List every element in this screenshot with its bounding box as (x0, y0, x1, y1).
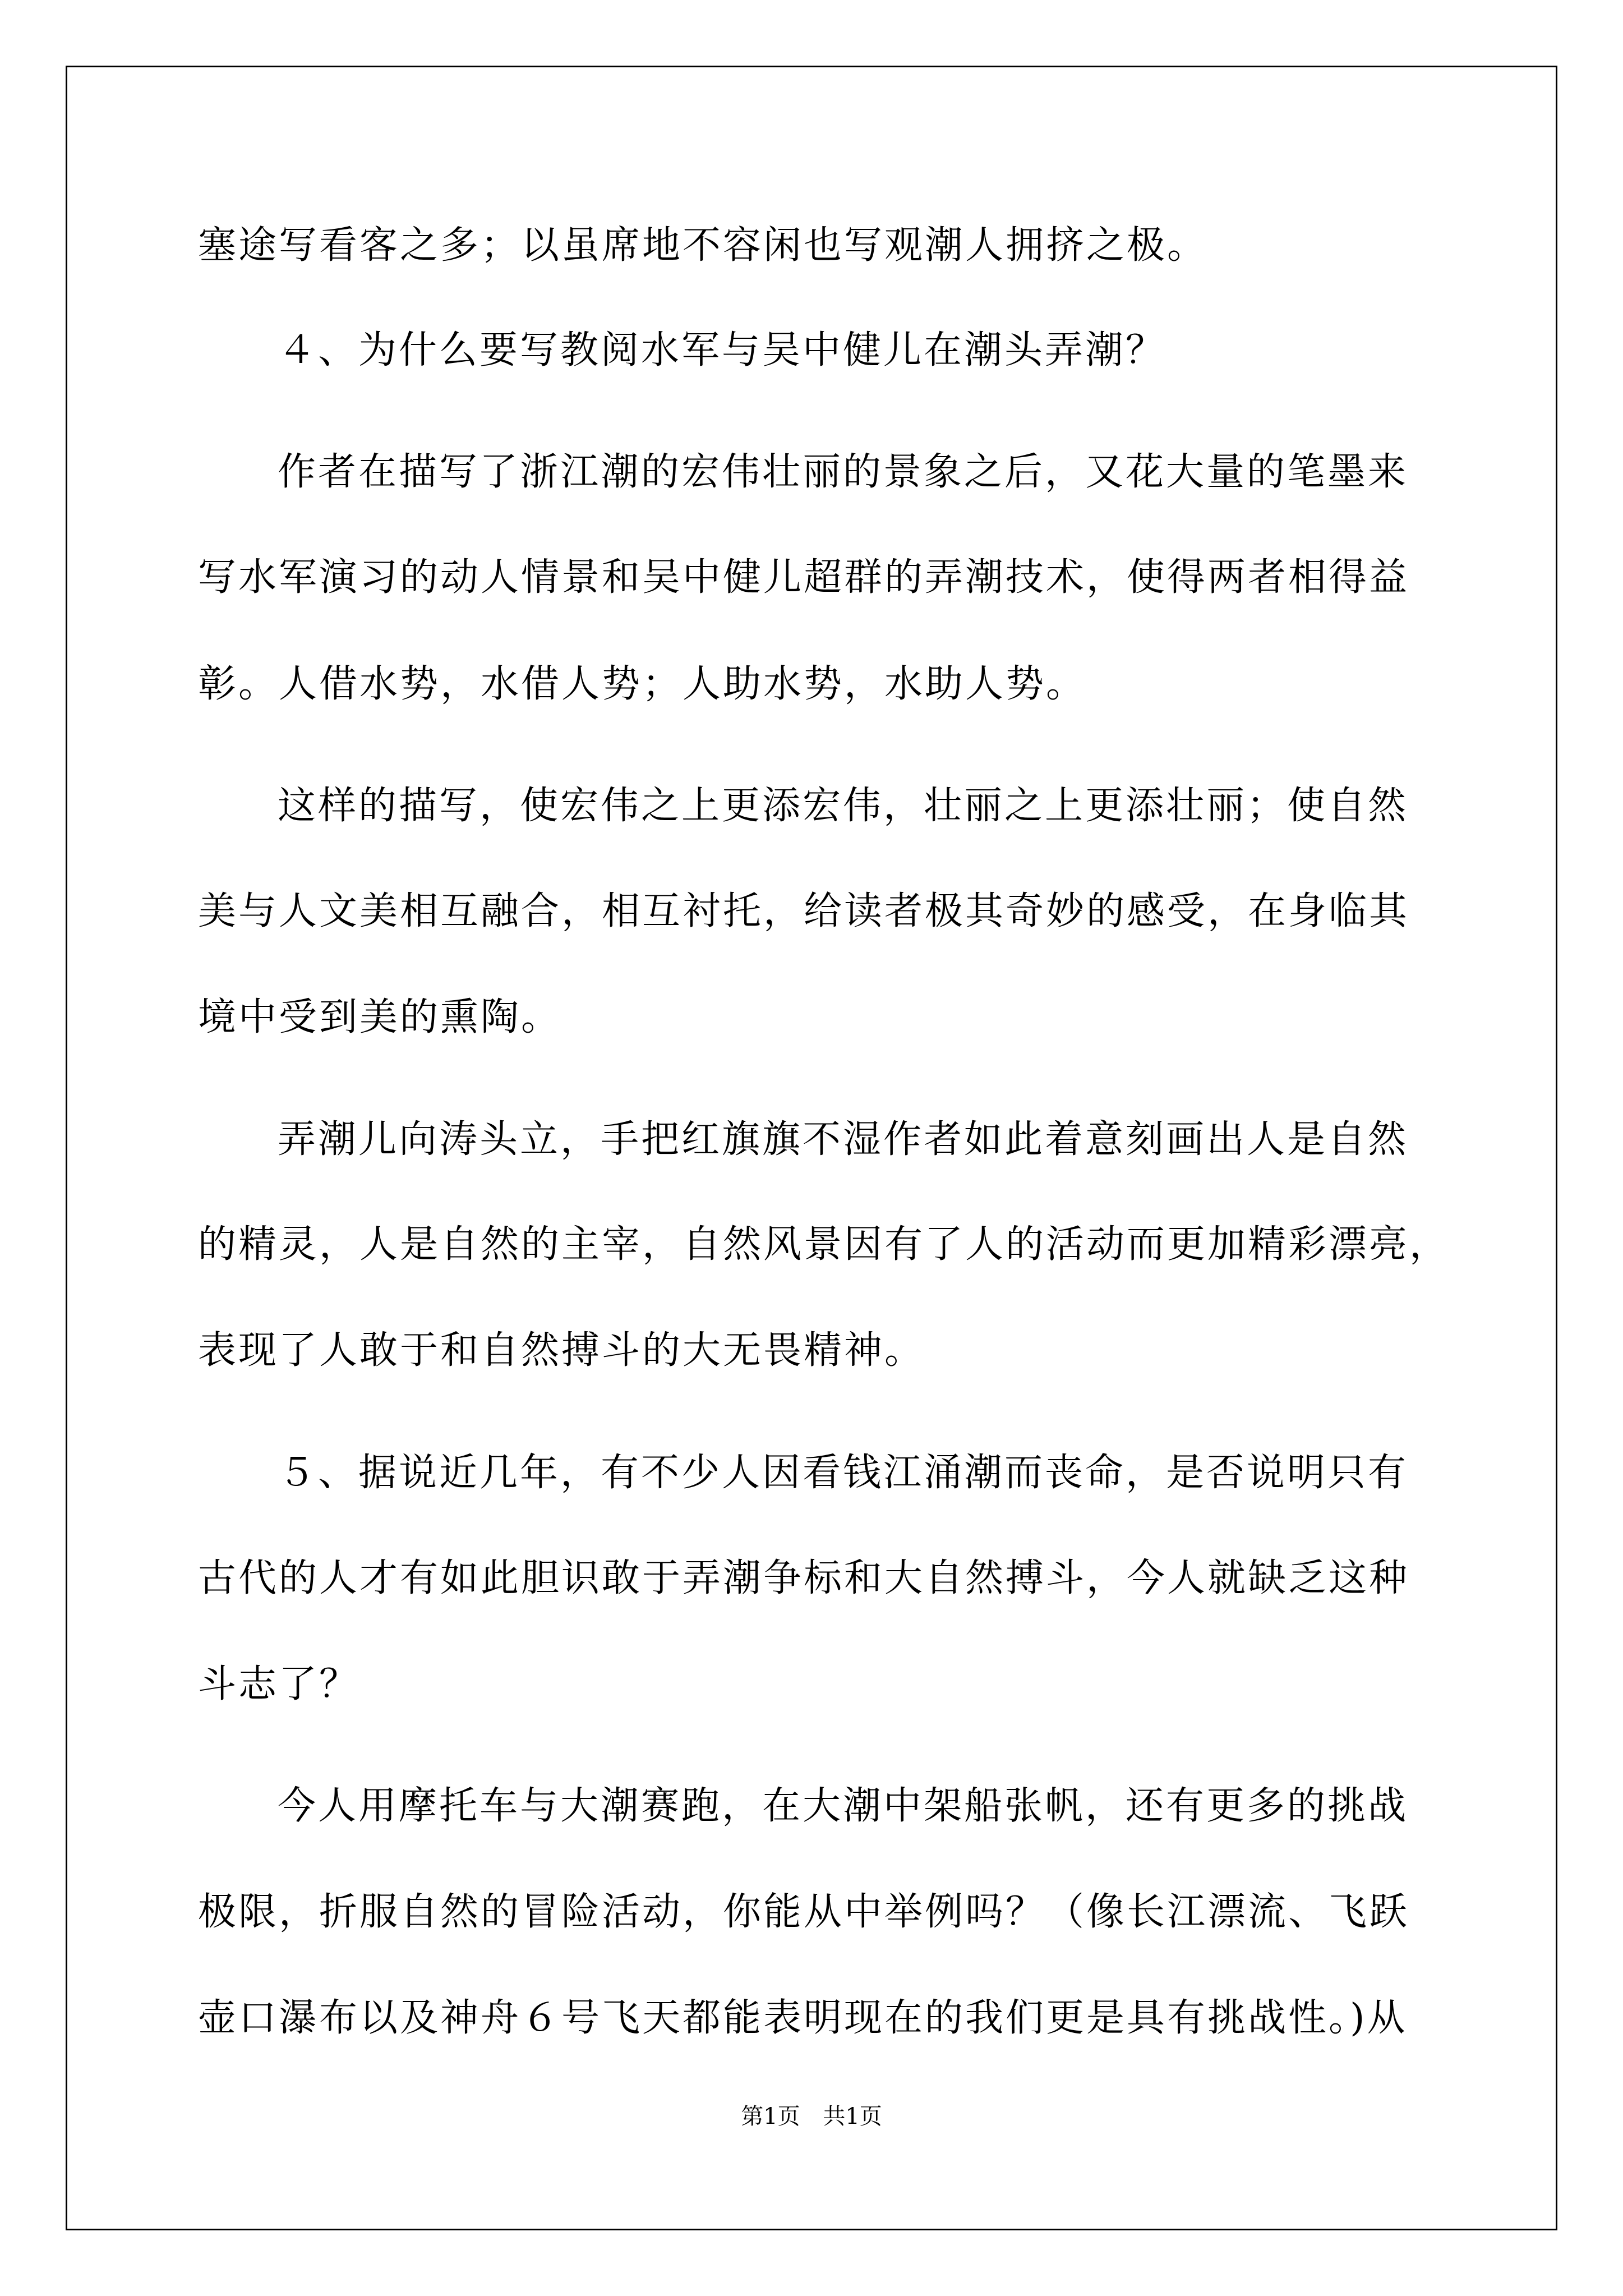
page-footer (0, 2101, 1623, 2132)
page-number: 第1页 (741, 2104, 800, 2129)
text-line: 写水军演习的动人情景和吴中健儿超群的弄潮技术，使得两者相得益 (198, 555, 1410, 600)
text-line: 表现了人敢于和自然搏斗的大无畏精神。 (198, 1328, 925, 1373)
text-line: 美与人文美相互融合，相互衬托，给读者极其奇妙的感受，在身临其 (198, 889, 1410, 933)
text-line: 彰。人借水势，水借人势；人助水势，水助人势。 (198, 662, 1087, 706)
text-line: 塞途写看客之多；以虽席地不容闲也写观潮人拥挤之极。 (198, 223, 1208, 268)
text-line: 境中受到美的熏陶。 (198, 995, 562, 1039)
text-line: 这样的描写，使宏伟之上更添宏伟，壮丽之上更添壮丽；使自然 (278, 784, 1409, 828)
text-line: 极限，折服自然的冒险活动，你能从中举例吗？（像长江漂流、飞跃 (198, 1890, 1410, 1934)
page-total: 共1页 (823, 2104, 882, 2129)
text-line: 弄潮儿向涛头立，手把红旗旗不湿作者如此着意刻画出人是自然 (278, 1117, 1409, 1162)
question-heading-5: ５、据说近几年，有不少人因看钱江涌潮而丧命，是否说明只有 (278, 1451, 1409, 1495)
text-line: 的精灵，人是自然的主宰，自然风景因有了人的活动而更加精彩漂亮， (198, 1222, 1450, 1267)
text-line: 今人用摩托车与大潮赛跑，在大潮中架船张帆，还有更多的挑战 (278, 1784, 1409, 1828)
text-line: 作者在描写了浙江潮的宏伟壮丽的景象之后，又花大量的笔墨来 (278, 450, 1409, 494)
question-heading-4: ４、为什么要写教阅水军与吴中健儿在潮头弄潮？ (278, 328, 1166, 372)
text-line: 壶口瀑布以及神舟６号飞天都能表明现在的我们更是具有挑战性。)从 (198, 1996, 1408, 2040)
text-line: 古代的人才有如此胆识敢于弄潮争标和大自然搏斗，今人就缺乏这种 (198, 1556, 1410, 1600)
text-line: 斗志了？ (198, 1662, 360, 1706)
